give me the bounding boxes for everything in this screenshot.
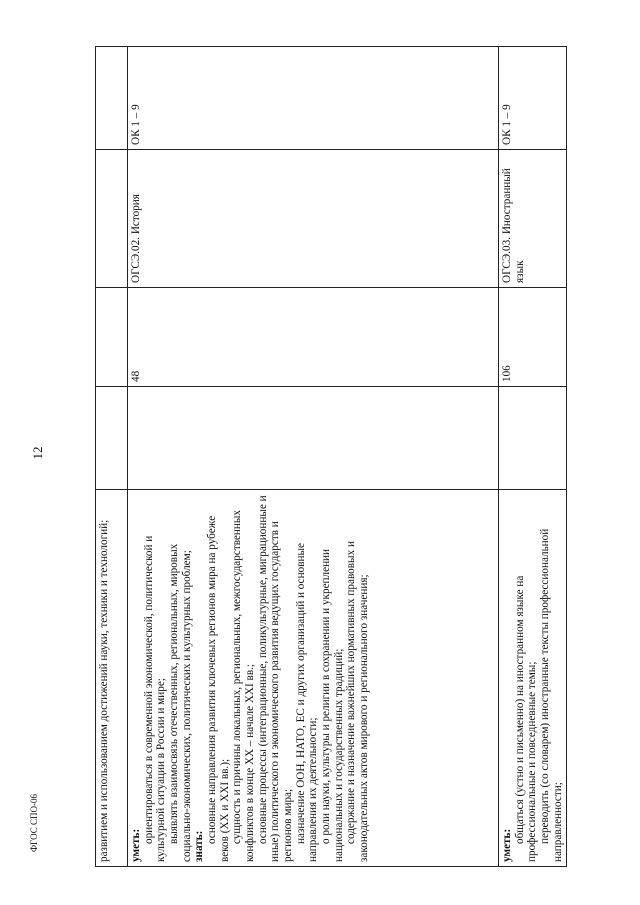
empty-cell	[96, 387, 128, 490]
content-line: основные процессы (интеграционные, поликультурные, миграционные и иные) политического и экономического развития ведущих государств и регионов мира;	[256, 495, 294, 862]
content-line: сущность и причины локальных, региональных, межгосударственных конфликтов в конце XX – начале XXI вв.;	[231, 510, 256, 862]
empty-cell	[499, 387, 567, 490]
hours-cell: 48	[128, 288, 499, 387]
content-line: переводить (со словарем) иностранные тексты профессиональной направленности;	[538, 528, 564, 862]
page-number: 12	[30, 446, 45, 460]
row-content-cell	[499, 490, 567, 867]
competencies-cell: ОК 1 – 9	[128, 47, 499, 150]
content-line: содержание и назначение важнейших нормативных правовых и законодательных актов мирового и регионального значения;	[345, 541, 370, 862]
standard-table-rotated	[95, 47, 564, 867]
competencies-cell: ОК 1 – 9	[499, 47, 567, 150]
hours-cell	[96, 288, 128, 387]
hours-cell: 106	[499, 288, 567, 387]
table-row	[128, 47, 499, 867]
footer-code: ФГОС СПО-06	[29, 794, 39, 852]
row-content-cell	[96, 490, 128, 867]
content-line: выявлять взаимосвязь отечественных, региональных, мировых социально-экономических, политических и культурных проблем;	[167, 543, 193, 862]
content-line: развитием и использованием достижений науки, техники и технологий;	[98, 519, 110, 862]
content-line: о роли науки, культуры и религии в сохранении и укреплении национальных и государственных традиций;	[319, 548, 345, 862]
standard-table	[95, 46, 567, 867]
content-line: общаться (устно и письменно) на иностранном языке на профессиональные и повседневные темы;	[513, 575, 539, 862]
skills-heading: уметь:	[130, 828, 142, 862]
knowledge-heading: знать:	[193, 830, 206, 862]
empty-cell	[128, 387, 499, 490]
competencies-cell	[96, 47, 128, 150]
content-line: ориентироваться в современной экономической, политической и культурной ситуации в России и мире;	[142, 535, 168, 862]
content-line: назначение ООН, НАТО, ЕС и других организаций и основные направления их деятельности;	[294, 543, 320, 862]
code-cell: ОГСЭ.03. Иностранный язык	[499, 150, 567, 288]
table-row	[499, 47, 567, 867]
skills-heading: уметь:	[501, 828, 513, 862]
row-content-cell	[128, 490, 499, 867]
table-row	[96, 47, 128, 867]
code-cell	[96, 150, 128, 288]
content-line: основные направления развития ключевых регионов мира на рубеже веков (XX и XXI вв.);	[205, 515, 231, 862]
code-cell: ОГСЭ.02. История	[128, 150, 499, 288]
